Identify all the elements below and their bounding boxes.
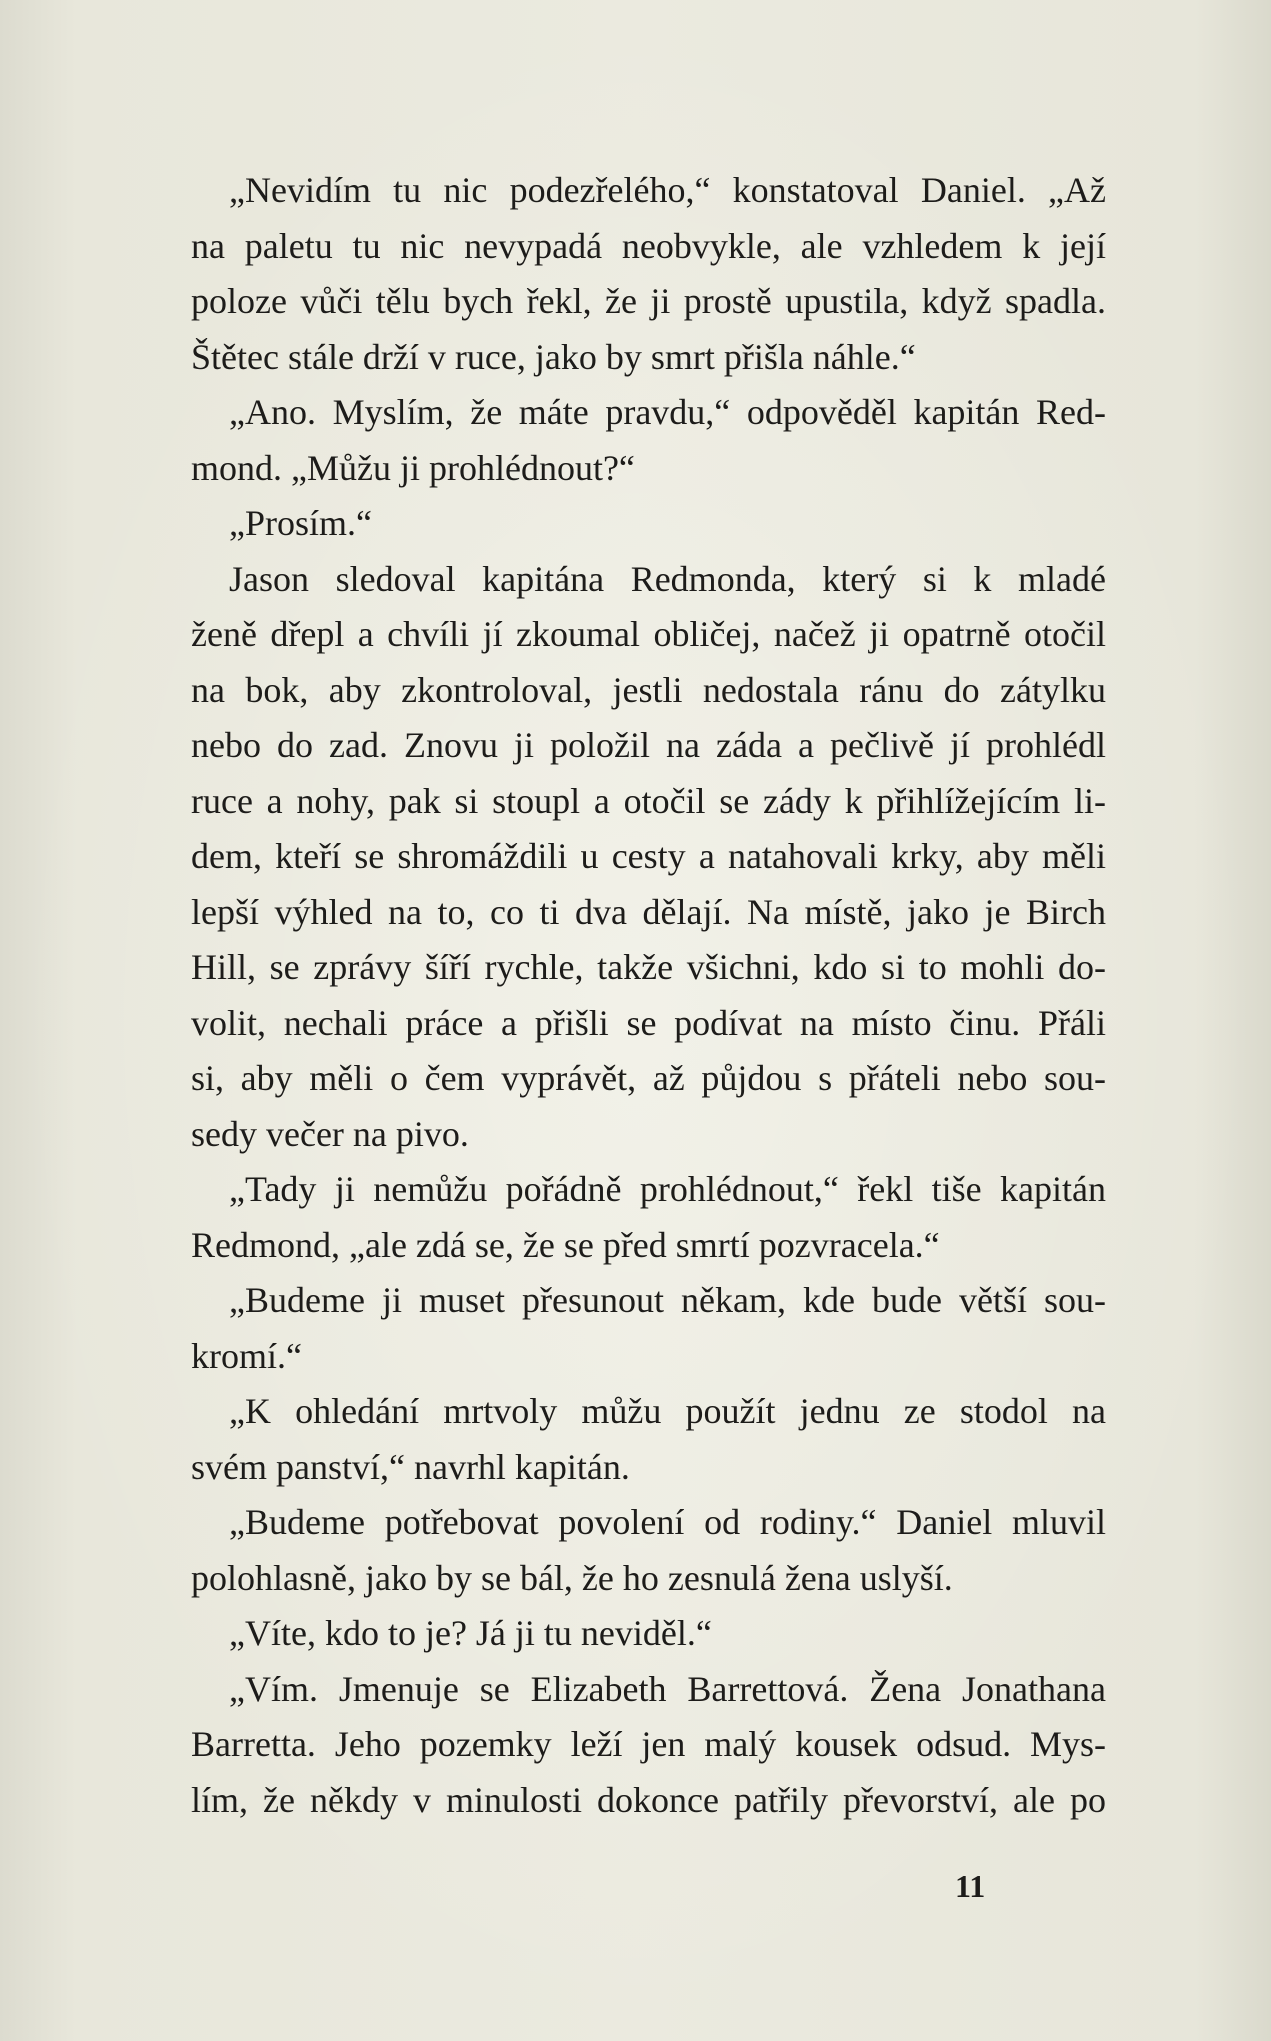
text-line: poloze vůči tělu bych řekl, že ji prostě upustila, když spadla.: [191, 281, 1106, 321]
text-line: lepší výhled na to, co ti dva dělají. Na místě, jako je Birch: [191, 891, 1106, 932]
text-line: „Víte, kdo to je? Já ji tu neviděl.“: [229, 1613, 712, 1653]
text-line: „Vím. Jmenuje se Elizabeth Barrettová. Žena Jonathana: [229, 1668, 1106, 1709]
text-line: ruce a nohy, pak si stoupl a otočil se zády k přihlížejícím li-: [191, 780, 1106, 821]
text-line: Barretta. Jeho pozemky leží jen malý kousek odsud. Mys-: [191, 1724, 1106, 1764]
text-line: volit, nechali práce a přišli se podívat na místo činu. Přáli: [191, 1002, 1106, 1043]
text-line: „Ano. Myslím, že máte pravdu,“ odpověděl kapitán Red-: [229, 392, 1106, 432]
text-line: na bok, aby zkontroloval, jestli nedostala ránu do zátylku: [191, 669, 1106, 710]
page-number: 11: [955, 1868, 986, 1904]
text-line: dem, kteří se shromáždili u cesty a natahovali krky, aby měli: [191, 836, 1106, 876]
text-line: polohlasně, jako by se bál, že ho zesnulá žena uslyší.: [191, 1557, 953, 1598]
text-line: „Budeme potřebovat povolení od rodiny.“ Daniel mluvil: [229, 1502, 1106, 1542]
body-text: [191, 163, 1106, 1828]
text-line: sedy večer na pivo.: [191, 1113, 469, 1154]
text-line: ženě dřepl a chvíli jí zkoumal obličej, načež ji opatrně otočil: [191, 614, 1106, 654]
text-line: Štětec stále drží v ruce, jako by smrt přišla náhle.“: [191, 336, 916, 377]
text-line: „K ohledání mrtvoly můžu použít jednu ze stodol na: [229, 1391, 1106, 1431]
text-line: Hill, se zprávy šíří rychle, takže všichni, kdo si to mohli do-: [191, 947, 1106, 987]
text-line: nebo do zad. Znovu ji položil na záda a pečlivě jí prohlédl: [191, 725, 1106, 765]
text-line: svém panství,“ navrhl kapitán.: [191, 1446, 630, 1487]
text-line: si, aby měli o čem vyprávět, až půjdou s přáteli nebo sou-: [191, 1058, 1106, 1098]
text-line: „Budeme ji muset přesunout někam, kde bude větší sou-: [229, 1280, 1106, 1320]
text-line: mond. „Můžu ji prohlédnout?“: [191, 447, 635, 488]
text-line: Redmond, „ale zdá se, že se před smrtí pozvracela.“: [191, 1224, 940, 1265]
text-line: kromí.“: [191, 1335, 302, 1376]
text-line: „Tady ji nemůžu pořádně prohlédnout,“ řekl tiše kapitán: [229, 1169, 1106, 1209]
text-line: na paletu tu nic nevypadá neobvykle, ale vzhledem k její: [191, 225, 1106, 266]
text-line: „Prosím.“: [229, 503, 372, 543]
text-line: „Nevidím tu nic podezřelého,“ konstatoval Daniel. „Až: [229, 170, 1106, 210]
text-line: lím, že někdy v minulosti dokonce patřily převorství, ale po: [191, 1779, 1106, 1820]
text-line: Jason sledoval kapitána Redmonda, který si k mladé: [229, 558, 1106, 599]
